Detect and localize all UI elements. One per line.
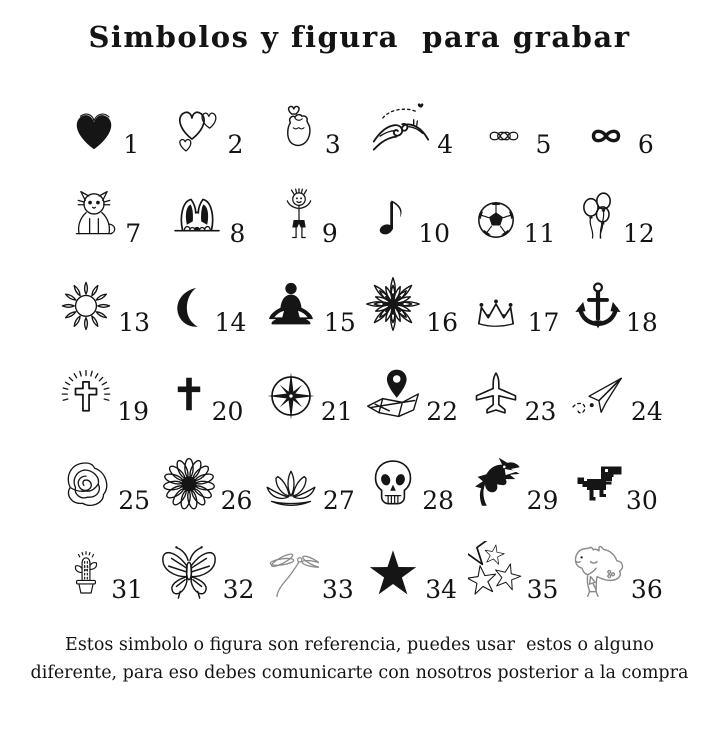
skull-icon	[367, 454, 419, 512]
symbol-cell	[53, 73, 155, 162]
symbol-cell	[462, 518, 564, 607]
symbol-number: 2	[227, 130, 244, 160]
symbol-number: 32	[222, 575, 255, 605]
symbol-cell	[564, 251, 666, 340]
symbol-number: 13	[118, 308, 151, 338]
symbol-number: 21	[320, 397, 353, 427]
symbol-number: 33	[321, 575, 354, 605]
symbol-cell	[360, 518, 462, 607]
symbol-cell	[53, 340, 155, 429]
map-location-pin-icon	[363, 363, 423, 423]
symbol-cell	[155, 518, 257, 607]
butterfly-icon	[158, 539, 220, 601]
symbol-cell	[462, 251, 564, 340]
crescent-moon-icon	[166, 282, 212, 334]
symbol-cell	[257, 340, 359, 429]
dragon-icon	[468, 454, 524, 512]
symbol-number: 19	[117, 397, 150, 427]
symbol-number: 15	[323, 308, 356, 338]
symbol-number: 27	[322, 486, 355, 516]
soccer-ball-icon	[471, 195, 521, 245]
corgi-dog-icon	[167, 191, 227, 245]
lotus-icon	[262, 466, 320, 512]
symbol-cell	[257, 518, 359, 607]
symbol-cell	[155, 73, 257, 162]
symbol-number: 28	[422, 486, 455, 516]
symbol-number: 5	[535, 130, 552, 160]
symbol-cell	[564, 340, 666, 429]
meditation-person-icon	[261, 278, 321, 334]
symbol-cell	[564, 73, 666, 162]
airplane-icon	[470, 367, 522, 423]
symbol-number: 30	[625, 486, 658, 516]
footer-line-2: diferente, para eso debes comunicarte con nosotros posterior a la compra	[30, 663, 689, 684]
symbol-cell	[53, 162, 155, 251]
symbol-number: 9	[321, 219, 338, 249]
dragonfly-icon	[263, 545, 319, 601]
infinity-icon	[577, 116, 635, 156]
symbol-cell	[257, 162, 359, 251]
filled-heart-icon	[68, 108, 120, 156]
symbol-cell	[564, 429, 666, 518]
symbol-number: 35	[526, 575, 559, 605]
symbol-cell	[257, 73, 359, 162]
footer-line-1: Estos simbolo o figura son referencia, puedes usar estos o alguno	[65, 635, 654, 656]
symbol-cell	[257, 429, 359, 518]
symbol-cell	[257, 251, 359, 340]
symbol-cell	[360, 429, 462, 518]
rose-icon	[57, 456, 115, 512]
symbol-cell	[462, 73, 564, 162]
crown-icon	[467, 286, 525, 334]
sun-icon	[57, 276, 115, 334]
symbol-number: 14	[214, 308, 247, 338]
symbol-number: 22	[426, 397, 459, 427]
footer-note	[30, 631, 690, 687]
music-note-icon	[371, 189, 415, 245]
symbol-cell	[360, 251, 462, 340]
symbol-cell	[360, 340, 462, 429]
balloons-icon	[576, 187, 620, 245]
symbol-grid	[53, 73, 667, 607]
compass-rose-icon	[264, 369, 318, 423]
symbol-number: 18	[625, 308, 658, 338]
cactus-icon	[64, 541, 108, 601]
paper-plane-icon	[568, 373, 628, 423]
pixel-dinosaur-icon	[573, 462, 623, 512]
symbol-cell	[155, 251, 257, 340]
symbol-cell	[155, 340, 257, 429]
anchor-icon	[573, 276, 623, 334]
baby-dinosaur-icon	[568, 541, 628, 601]
symbol-number: 6	[637, 130, 654, 160]
double-infinity-knot-icon	[475, 116, 533, 156]
symbol-number: 11	[523, 219, 556, 249]
symbol-cell	[155, 162, 257, 251]
symbol-number: 34	[425, 575, 458, 605]
symbol-cell	[462, 429, 564, 518]
filled-star-icon	[364, 545, 422, 601]
symbol-number: 25	[118, 486, 151, 516]
symbol-number: 36	[630, 575, 663, 605]
symbol-number: 17	[527, 308, 560, 338]
outline-stars-icon	[468, 541, 524, 601]
symbol-cell	[462, 162, 564, 251]
symbol-number: 26	[220, 486, 253, 516]
symbol-cell	[53, 518, 155, 607]
symbol-number: 10	[418, 219, 451, 249]
symbol-cell	[53, 251, 155, 340]
symbol-cell	[462, 340, 564, 429]
symbol-cell	[360, 73, 462, 162]
stick-figure-boy-icon	[279, 185, 319, 245]
daisy-flower-icon	[160, 454, 218, 512]
page-title: Simbolos y figura para grabar	[88, 20, 631, 54]
symbol-cell	[564, 518, 666, 607]
doodle-hearts-icon	[169, 102, 225, 156]
symbol-number: 16	[426, 308, 459, 338]
mandala-flower-icon	[363, 274, 423, 334]
symbol-cell	[53, 429, 155, 518]
symbol-number: 20	[211, 397, 244, 427]
symbol-number: 12	[622, 219, 655, 249]
symbol-number: 4	[437, 130, 454, 160]
symbol-number: 3	[324, 130, 341, 160]
finger-heart-icon	[276, 98, 322, 156]
symbol-number: 8	[229, 219, 246, 249]
symbol-number: 1	[123, 130, 140, 160]
symbol-cell	[564, 162, 666, 251]
symbol-number: 7	[125, 219, 142, 249]
solid-cross-icon	[169, 365, 209, 423]
symbol-number: 29	[526, 486, 559, 516]
cross-with-rays-icon	[58, 367, 114, 423]
symbol-number: 31	[111, 575, 144, 605]
symbol-number: 24	[630, 397, 663, 427]
symbol-cell	[155, 429, 257, 518]
symbol-cell	[360, 162, 462, 251]
pinky-promise-icon	[368, 98, 434, 156]
cat-icon	[66, 189, 122, 245]
symbol-number: 23	[524, 397, 557, 427]
